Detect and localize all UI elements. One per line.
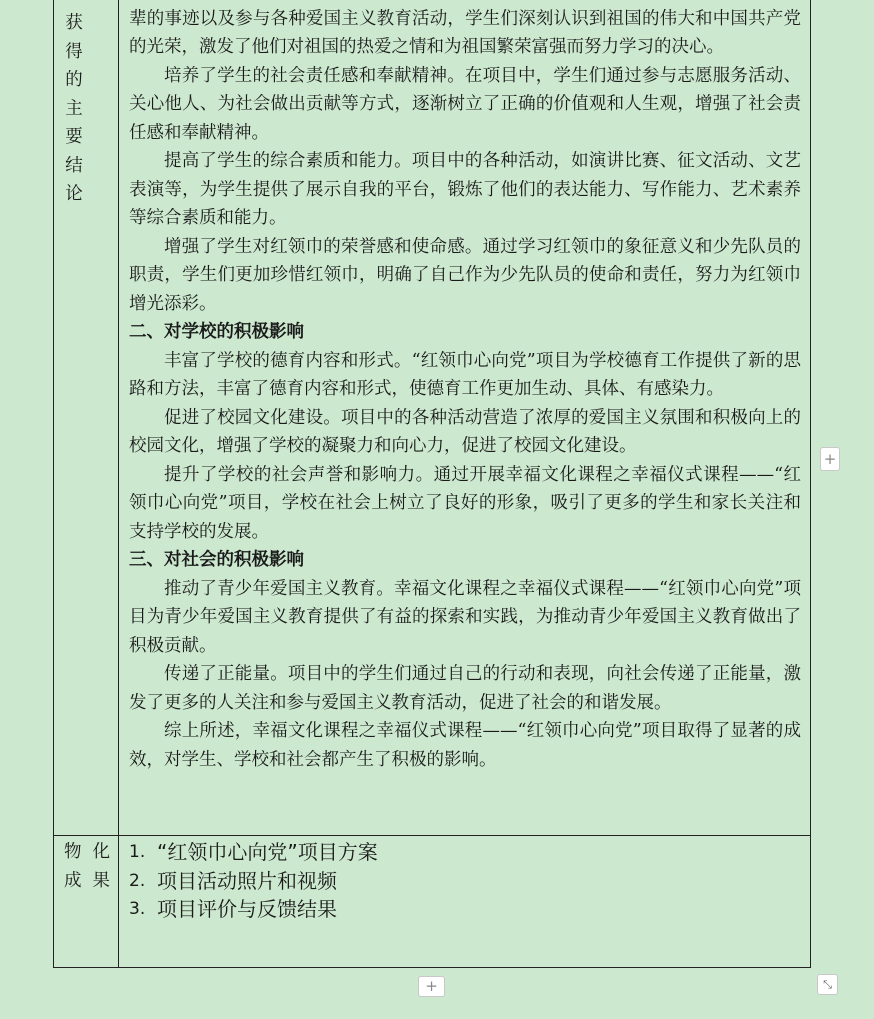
- conclusions-label: [54, 9, 94, 209]
- outcomes-list[interactable]: [129, 838, 789, 924]
- label-char: 结: [65, 155, 83, 176]
- label-char: 主: [65, 98, 83, 119]
- paragraph: 促进了校园文化建设。项目中的各种活动营造了浓厚的爱国主义氛围和积极向上的校园文化，增强了学校的凝聚力和向心力，促进了校园文化建设。: [129, 407, 801, 456]
- section-heading: 三、对社会的积极影响: [129, 550, 304, 570]
- list-text: 项目活动照片和视频: [157, 868, 337, 893]
- paragraph: 传递了正能量。项目中的学生们通过自己的行动和表现，向社会传递了正能量，激发了更多的人关注和参与爱国主义教育活动，促进了社会的和谐发展。: [129, 664, 801, 713]
- paragraph: 综上所述，幸福文化课程之幸福仪式课程——“红领巾心向党”项目取得了显著的成效，对学生、学校和社会都产生了积极的影响。: [129, 721, 801, 770]
- add-column-button[interactable]: +: [820, 447, 840, 471]
- list-item: [129, 838, 789, 867]
- list-number: 3.: [129, 899, 146, 919]
- conclusions-content[interactable]: [129, 0, 801, 774]
- paragraph: 提升了学校的社会声誉和影响力。通过开展幸福文化课程之幸福仪式课程——“红领巾心向党”项目，学校在社会上树立了良好的形象，吸引了更多的学生和家长关注和支持学校的发展。: [129, 464, 801, 542]
- section-heading: 二、对学校的积极影响: [129, 322, 304, 342]
- partial-paragraph: 辈的事迹以及参与各种爱国主义教育活动，学生们深刻认识到祖国的伟大和中国共产党的光荣，激发了他们对祖国的热爱之情和为祖国繁荣富强而努力学习的决心。: [129, 8, 801, 57]
- column-divider: [118, 0, 119, 967]
- label-char: 得: [65, 41, 83, 62]
- paragraph: 推动了青少年爱国主义教育。幸福文化课程之幸福仪式课程——“红领巾心向党”项目为青少年爱国主义教育提供了有益的探索和实践，为推动青少年爱国主义教育做出了积极贡献。: [129, 578, 801, 656]
- list-item: [129, 867, 789, 896]
- label-char: 论: [65, 184, 83, 204]
- document-table: [53, 0, 811, 968]
- outcomes-label: 物化成果: [64, 842, 110, 891]
- label-char: 要: [65, 127, 83, 147]
- list-text: 项目评价与反馈结果: [157, 897, 337, 921]
- paragraph: 丰富了学校的德育内容和形式。“红领巾心向党”项目为学校德育工作提供了新的思路和方法，丰富了德育内容和形式，使德育工作更加生动、具体、有感染力。: [129, 350, 801, 399]
- list-number: 2.: [129, 870, 146, 891]
- list-text: “红领巾心向党”项目方案: [157, 840, 378, 864]
- partial-paragraph-line: [129, 0, 801, 5]
- label-char: 获: [65, 13, 83, 33]
- paragraph: 提高了学生的综合素质和能力。项目中的各种活动，如演讲比赛、征文活动、文艺表演等，为学生提供了展示自我的平台，锻炼了他们的表达能力、写作能力、艺术素养等综合素质和能力。: [129, 151, 801, 228]
- row-divider: [54, 835, 810, 836]
- paragraph: 培养了学生的社会责任感和奉献精神。在项目中，学生们通过参与志愿服务活动、关心他人、为社会做出贡献等方式，逐渐树立了正确的价值观和人生观，增强了社会责任感和奉献精神。: [129, 65, 801, 143]
- list-number: 1.: [129, 842, 146, 862]
- label-char: 的: [65, 70, 83, 90]
- list-item: [129, 895, 789, 924]
- table-resize-handle[interactable]: ⤡: [817, 974, 838, 995]
- add-row-button[interactable]: +: [418, 976, 445, 997]
- paragraph: 增强了学生对红领巾的荣誉感和使命感。通过学习红领巾的象征意义和少先队员的职责，学生们更加珍惜红领巾，明确了自己作为少先队员的使命和责任，努力为红领巾增光添彩。: [129, 236, 801, 314]
